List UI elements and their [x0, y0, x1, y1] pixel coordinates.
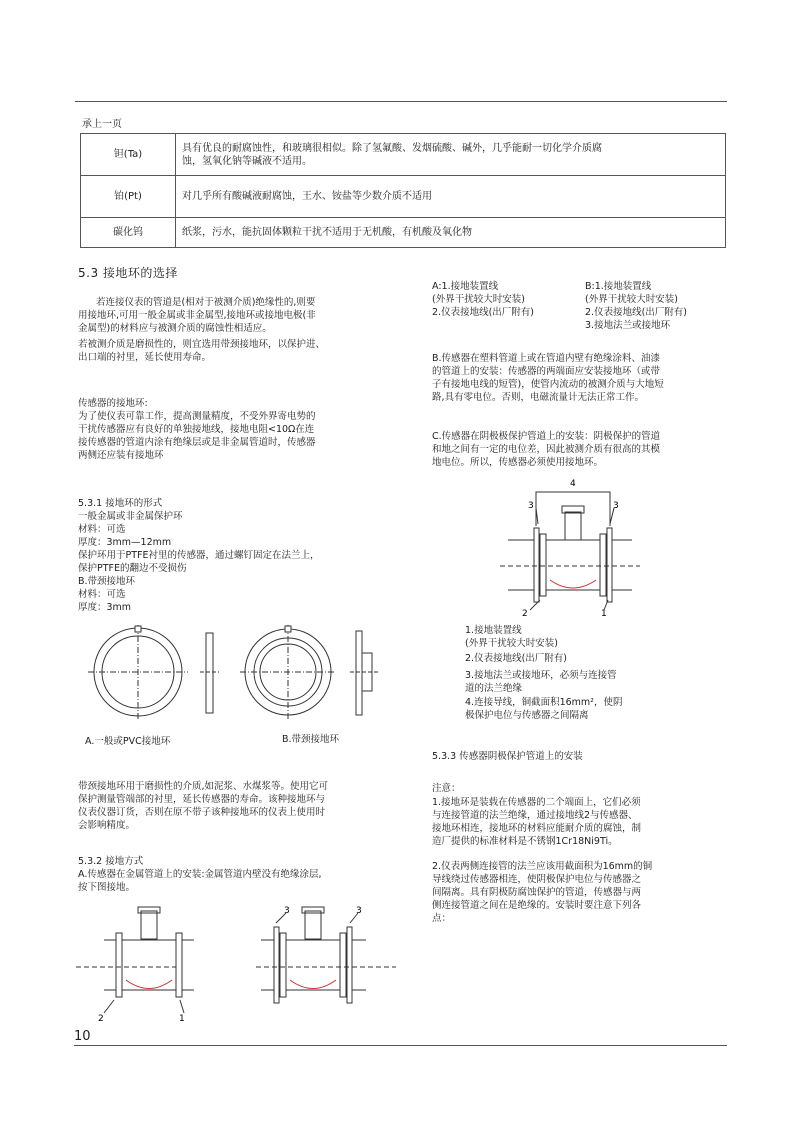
page-number: 10: [74, 1029, 91, 1044]
figure-label-3: 3: [528, 501, 534, 511]
cathodic-list-item: 1.接地装置线 (外界干扰较大时安装): [465, 625, 558, 649]
install-figure-a: [76, 655, 77, 656]
paragraph-c: C.传感器在阴极极保护管道上的安装：阴极保护的管道 和地之间有一定的电位差，因此被测介质有很高的其模 地电位。所以，传感器必须使用接地环。: [432, 431, 661, 468]
figure-label-1: 1: [179, 1014, 185, 1024]
neck-ring-front-view: [240, 625, 336, 719]
section-5-3-3: 5.3.3 传感器阴极保护管道上的安装: [432, 751, 583, 762]
figure-label-1: 1: [601, 609, 607, 618]
grounding-ring-figure: [78, 625, 398, 725]
neck-ring-side-view: [350, 631, 378, 715]
figure-label-3: 3: [613, 501, 619, 511]
legend-b: B:1.接地装置线 (外界干扰较大时安装) 2.仪表接地线(出厂附有) 3.接地法兰或接地环: [585, 281, 687, 331]
caption-b: B.带颈接地环: [282, 734, 340, 745]
plain-ring-side-view: [200, 633, 219, 713]
grounding-ring-title: 传感器的接地环:: [78, 398, 148, 409]
section-title-5-3: 5.3 接地环的选择: [78, 266, 178, 280]
material-desc: 纸浆，污水，能抗固体颗粒干扰不适用于无机酸，有机酸及氧化物: [176, 218, 726, 248]
intro-paragraph-2: 若被测介质是磨损性的，则宜选用带颈接地环，以保护进、 出口端的衬里，延长使用寿命。: [78, 339, 326, 363]
section-5-3-2: 5.3.2 接地方式 A.传感器在金属管道上的安装:金属管道内壁没有绝缘涂层, 按下图接地。: [78, 856, 322, 893]
install-figures-left: [76, 905, 396, 1025]
note-1: 1.接地环是装载在传感器的二个端面上，它们必须 与连接管道的法兰绝缘，通过接地线2与传感器、 接地环相连，接地环的材料应能耐介质的腐蚀，制 造厂提供的标准材料是不锈钢1Cr18Ni9Ti。: [432, 797, 642, 847]
paragraph-b: B.传感器在塑料管道上或在管道内壁有绝缘涂料、油漆 的管道上的安装：传感器的两端面应安装接地环（或带 子有接地电线的短管)，使管内流动的被测介质与大地短 路,具有零电位。否则，电磁流量计无法正常工作。: [432, 353, 664, 403]
material-desc: 具有优良的耐腐蚀性，和玻璃很相似。除了氢氟酸、发烟硫酸、碱外，几乎能耐一切化学介质腐 蚀，氢氧化钠等碱液不适用。: [176, 134, 726, 176]
note-2: 2.仪表两侧连接管的法兰应该用截面积为16mm的铜 导线绕过传感器相连，使阴极保护电位与传感器之 间隔离。具有阴极防腐蚀保护的管道，传感器与两 侧连接管道之间在是绝缘的。安装时要注意下列各 点：: [432, 861, 653, 924]
section-5-3-1: 5.3.1 接地环的形式 一般金属或非金属保护环 材料：可选 厚度：3mm—12mm 保护环用于PTFE衬里的传感器，通过螺钉固定在法兰上， 保护PTFE的翻边不受损伤 B.带颈接地环 材料：可选 厚度：3mm: [78, 498, 320, 613]
table-row: [81, 218, 726, 248]
continued-label: 承上一页: [82, 119, 122, 130]
material-name: 铂(Pt): [81, 176, 176, 218]
caption-a: A.一般或PVC接地环: [85, 736, 171, 747]
header-rule: [75, 101, 727, 102]
note-title: 注意：: [432, 783, 461, 794]
intro-paragraph-1: 若连接仪表的管道是(相对于被测介质)绝缘性的,则要 用接地环,可用一般金属或非金属型,接地环或接地电极(非 金属型)的材料应与被测介质的腐蚀性相适应。: [78, 297, 316, 334]
figure-label-4: 4: [570, 479, 576, 489]
material-desc: 对几乎所有酸碱液耐腐蚀，王水、铵盐等少数介质不适用: [176, 176, 726, 218]
metal-pipe-install-a: [76, 907, 194, 1013]
electrode-material-table: [80, 133, 726, 248]
metal-pipe-install-b: [256, 907, 396, 1003]
neck-ring-paragraph: 带颈接地环用于磨损性的介质,如泥浆、水煤浆等。使用它可 保护测量管端部的衬里，延长传感器的寿命。该种接地环与 仪表仪器订货，否则在原不带子该种接地环的仪表上使用时 会影响精度。: [78, 781, 329, 831]
cathodic-list-item: 4.连接导线，铜截面积16mm²，使阴 极保护电位与传感器之间隔离: [465, 697, 623, 721]
footer-rule: [74, 1045, 727, 1046]
plain-ring-front-view: [88, 625, 188, 719]
material-name: 碳化钨: [81, 218, 176, 248]
figure-label-3: 3: [356, 906, 362, 916]
table-row: [81, 176, 726, 218]
material-name: 钽(Ta): [81, 134, 176, 176]
figure-label-2: 2: [522, 609, 528, 618]
cathodic-install-figure: [500, 478, 640, 618]
grounding-ring-body: 为了使仪表可靠工作，提高测量精度，不受外界寄电势的 干扰传感器应有良好的单独接地线，接地电阻<10Ω在连 接传感器的管道内涂有绝缘层或是非金属管道时，传感器 两侧还应装有接地环: [78, 411, 316, 461]
figure-label-2: 2: [98, 1014, 104, 1024]
figure-label-3: 3: [284, 906, 290, 916]
cathodic-list-item: 3.接地法兰或接地环，必须与连接管 道的法兰绝缘: [465, 670, 617, 694]
table-row: [81, 134, 726, 176]
legend-a: A:1.接地装置线 (外界干扰较大时安装) 2.仪表接地线(出厂附有): [432, 281, 534, 318]
cathodic-list-item: 2.仪表接地线(出厂附有): [465, 653, 567, 664]
